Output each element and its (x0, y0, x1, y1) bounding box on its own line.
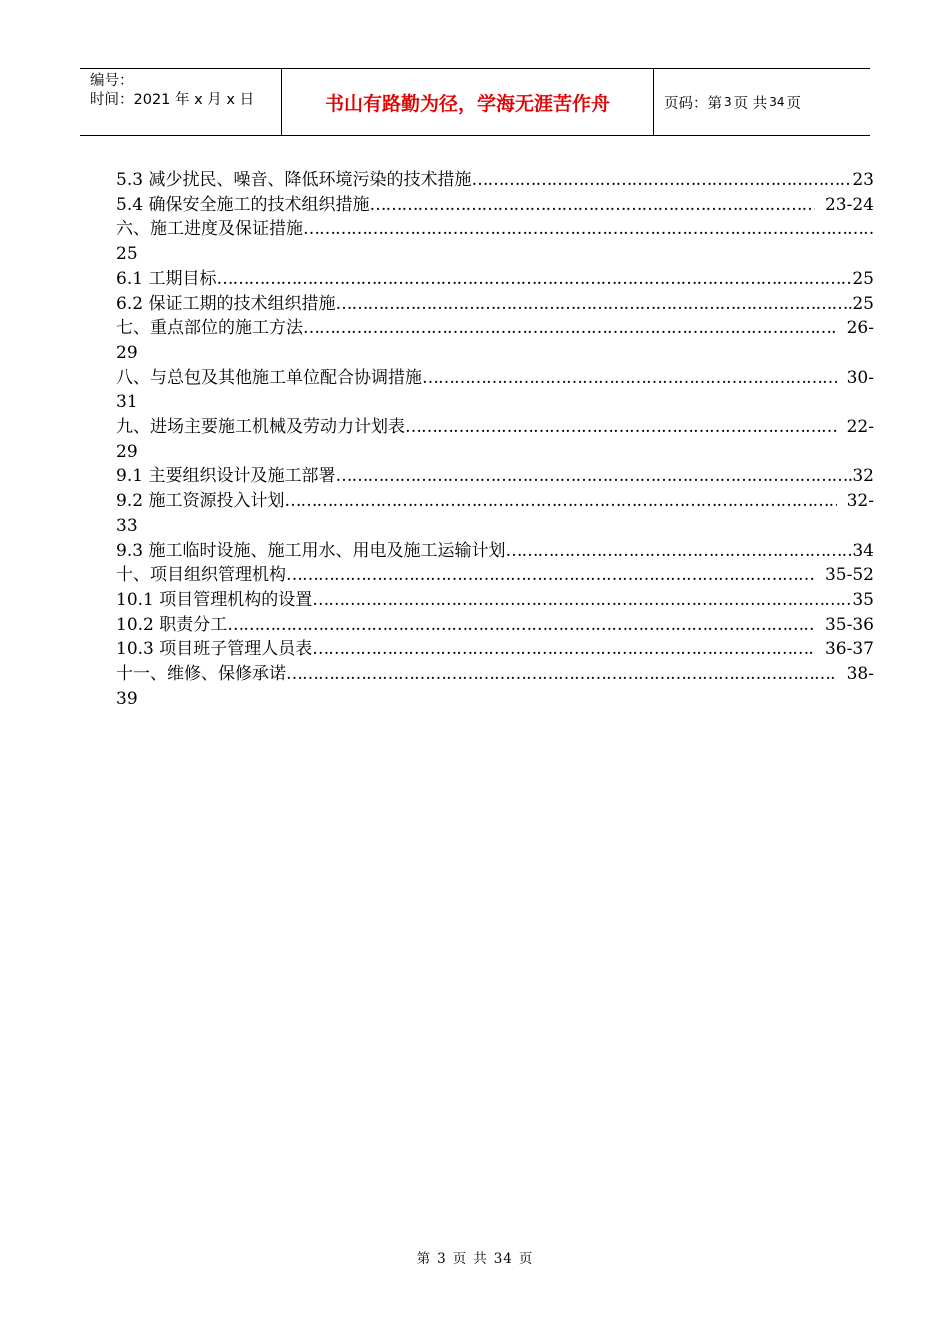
footer-suffix: 页 (518, 1251, 534, 1267)
toc-entry-line (116, 464, 874, 489)
document-date: 时间：2021 年 x 月 x 日 (90, 92, 255, 108)
toc-entry-line (116, 489, 874, 514)
toc-leader-dots (303, 217, 874, 242)
toc-leader-dots (422, 366, 837, 391)
toc-item[interactable] (116, 539, 874, 564)
toc-entry-page-continued: 29 (116, 342, 138, 363)
toc-entry-page: 32 (852, 466, 874, 487)
toc-item[interactable] (116, 415, 874, 464)
toc-leader-dots (284, 489, 836, 514)
header-page-current: 3 (724, 95, 732, 109)
page-header (80, 68, 870, 136)
toc-leader-dots (335, 292, 852, 317)
toc-entry-title: 9.3 施工临时设施、施工用水、用电及施工运输计划 (116, 540, 506, 561)
page-footer (0, 1247, 950, 1267)
toc-leader-dots (312, 637, 815, 662)
toc-entry-page: 22- (846, 417, 874, 438)
toc-item[interactable] (116, 489, 874, 538)
toc-entry-line (116, 637, 874, 662)
toc-entry-line (116, 415, 874, 440)
toc-entry-page: 25 (852, 293, 874, 314)
toc-entry-page-continued: 39 (116, 688, 138, 709)
toc-leader-dots (312, 588, 852, 613)
toc-entry-title: 5.3 减少扰民、噪音、降低环境污染的技术措施 (116, 170, 472, 190)
toc-entry-title: 十、项目组织管理机构 (116, 565, 286, 586)
toc-entry-page-continued: 33 (116, 515, 138, 536)
toc-entry-page-continued: 25 (116, 244, 138, 265)
toc-entry-title: 9.2 施工资源投入计划 (116, 491, 285, 512)
toc-entry-page: 34 (852, 540, 874, 561)
toc-entry-title: 十一、维修、保修承诺 (116, 664, 286, 685)
toc-entry-line (116, 613, 874, 638)
toc-entry-line (116, 662, 874, 687)
toc-entry-line (116, 267, 874, 292)
toc-entry-title: 10.3 项目班子管理人员表 (116, 639, 313, 660)
toc-entry-title: 七、重点部位的施工方法 (116, 318, 303, 339)
toc-leader-dots (227, 613, 815, 638)
toc-entry-title: 5.4 确保安全施工的技术组织措施 (116, 194, 370, 215)
footer-total: 34 (493, 1251, 513, 1267)
header-page-prefix: 页码：第 (664, 95, 722, 112)
toc-leader-dots (216, 267, 852, 292)
toc-item[interactable] (116, 637, 874, 662)
header-page-suffix: 页 (786, 95, 802, 112)
document-number-label: 编号： (90, 73, 134, 89)
toc-entry-page: 23-24 (824, 194, 874, 215)
toc-entry-line (116, 168, 874, 193)
toc-entry-page: 35-36 (824, 614, 874, 635)
toc-entry-title: 10.1 项目管理机构的设置 (116, 589, 313, 610)
header-page-info (654, 69, 870, 135)
toc-entry-title: 10.2 职责分工 (116, 614, 228, 635)
toc-leader-dots (505, 539, 852, 564)
toc-item[interactable] (116, 217, 874, 266)
toc-entry-page-continued: 31 (116, 392, 138, 413)
toc-leader-dots (405, 415, 837, 440)
toc-entry-line (116, 563, 874, 588)
toc-item[interactable] (116, 563, 874, 588)
footer-mid2: 共 (473, 1251, 488, 1267)
toc-entry-page-continued: 29 (116, 441, 138, 462)
toc-item[interactable] (116, 588, 874, 613)
footer-prefix: 第 (416, 1251, 432, 1267)
toc-entry-line (116, 366, 874, 391)
toc-entry-page: 35 (852, 589, 874, 610)
footer-mid1: 页 (452, 1251, 468, 1267)
toc-entry-line (116, 588, 874, 613)
toc-item[interactable] (116, 316, 874, 365)
toc-item[interactable] (116, 464, 874, 489)
toc-entry-page: 38- (846, 664, 874, 685)
toc-entry-title: 9.1 主要组织设计及施工部署 (116, 466, 336, 487)
toc-entry-line (116, 217, 874, 242)
toc-entry-page: 26- (846, 318, 874, 339)
toc-item[interactable] (116, 366, 874, 415)
toc-leader-dots (286, 563, 815, 588)
toc-entry-page: 32- (846, 491, 874, 512)
toc-leader-dots (471, 168, 852, 193)
toc-item[interactable] (116, 613, 874, 638)
toc-entry-title: 六、施工进度及保证措施 (116, 219, 303, 240)
toc-entry-line (116, 539, 874, 564)
toc-leader-dots (303, 316, 837, 341)
toc-entry-title: 6.2 保证工期的技术组织措施 (116, 293, 336, 314)
toc-leader-dots (369, 193, 815, 218)
toc-leader-dots (335, 464, 852, 489)
table-of-contents (116, 168, 874, 711)
toc-item[interactable] (116, 267, 874, 292)
footer-current: 3 (437, 1251, 447, 1267)
toc-entry-line (116, 292, 874, 317)
toc-item[interactable] (116, 168, 874, 193)
toc-entry-page: 25 (852, 268, 874, 289)
header-page-mid: 页 共 (733, 95, 768, 112)
toc-entry-page: 36-37 (824, 639, 874, 660)
toc-item[interactable] (116, 292, 874, 317)
toc-entry-title: 八、与总包及其他施工单位配合协调措施 (116, 367, 422, 388)
toc-item[interactable] (116, 193, 874, 218)
toc-entry-page: 23 (852, 170, 874, 190)
toc-entry-page: 35-52 (824, 565, 874, 586)
header-meta (80, 69, 282, 135)
toc-entry-page: 30- (846, 367, 874, 388)
toc-leader-dots (286, 662, 837, 687)
toc-entry-title: 6.1 工期目标 (116, 268, 217, 289)
toc-entry-line (116, 193, 874, 218)
toc-item[interactable] (116, 662, 874, 711)
header-page-total: 34 (769, 95, 785, 109)
toc-entry-title: 九、进场主要施工机械及劳动力计划表 (116, 417, 405, 438)
toc-entry-line (116, 316, 874, 341)
header-motto: 书山有路勤为径，学海无涯苦作舟 (282, 69, 654, 135)
